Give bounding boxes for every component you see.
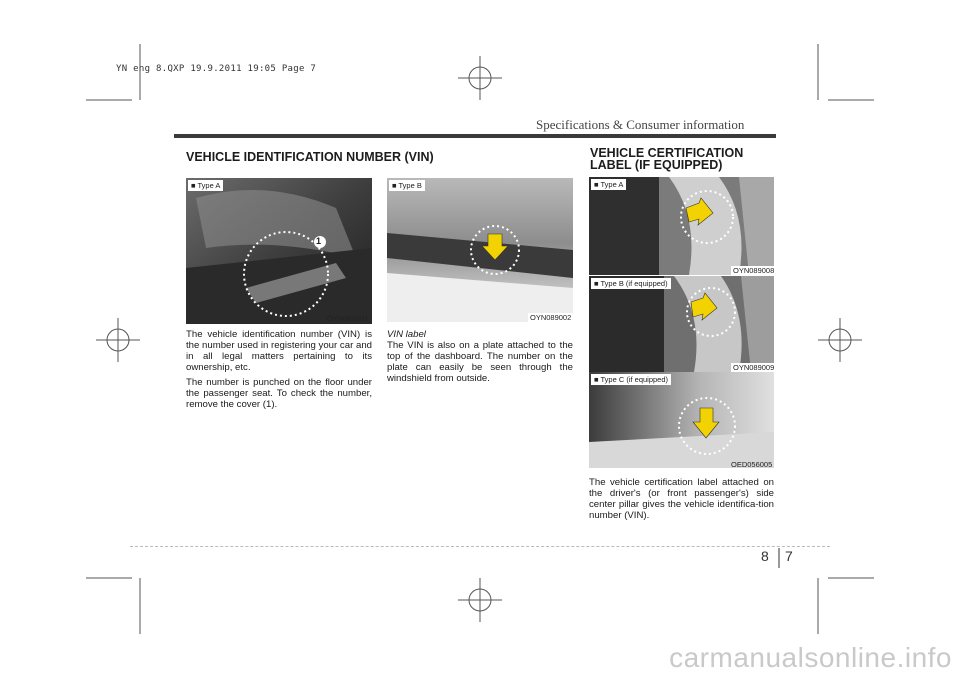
page-number-divider (778, 548, 780, 568)
vin-heading: VEHICLE IDENTIFICATION NUMBER (VIN) (186, 150, 434, 164)
fig-type-a-tag: ■ Type A (188, 180, 223, 191)
page-number: 7 (785, 548, 793, 564)
vin-figure-type-b (387, 178, 573, 322)
callout-number: 1 (316, 236, 322, 246)
door-pillar-photo-c (589, 372, 774, 468)
door-pillar-photo-b (589, 276, 774, 372)
fig-code-oyn089002: OYN089002 (530, 313, 572, 322)
section-title: Specifications & Consumer information (536, 117, 745, 132)
fig-code-oed056005: OED056005 (731, 460, 773, 469)
vin-text-column-2 (387, 329, 573, 384)
vin-text-column-1 (186, 329, 372, 410)
footer-dashed-rule (130, 546, 830, 547)
vin-para-2: The number is punched on the floor under the passenger seat. To check the number, remove the cover (1). (186, 377, 372, 410)
seat-floor-photo (186, 178, 372, 324)
vin-label-title: VIN label (387, 329, 426, 340)
fig-type-b-tag: ■ Type B (389, 180, 425, 191)
fig-code-oyn089009: OYN089009 (733, 363, 775, 372)
cert-fig-c-tag: ■ Type C (if equipped) (591, 374, 671, 385)
cert-heading-line-1: VEHICLE CERTIFICATION (590, 146, 744, 160)
door-pillar-photo-a (589, 177, 774, 275)
cert-figure-type-b (589, 276, 774, 372)
cert-para: The vehicle certification label attached on the driver's (or front passenger's) side center pillar gives the vehicle identifica-tion number (VIN). (589, 477, 774, 521)
cert-text-column (589, 477, 774, 521)
header-rule (174, 134, 776, 138)
fig-code-oyn089008: OYN089008 (733, 266, 775, 275)
cert-figure-type-c (589, 372, 774, 468)
cert-fig-b-tag: ■ Type B (if equipped) (591, 278, 671, 289)
cert-heading-line-2: LABEL (IF EQUIPPED) (590, 158, 723, 172)
cert-fig-a-tag: ■ Type A (591, 179, 626, 190)
cert-figure-type-a (589, 177, 774, 275)
vin-para-3: The VIN is also on a plate attached to the top of the dashboard. The number on the plate can easily be seen through the windshield from outside. (387, 340, 573, 384)
watermark: carmanualsonline.info (669, 642, 952, 673)
windshield-photo (387, 178, 573, 322)
vin-para-1: The vehicle identification number (VIN) is the number used in registering your car and in all legal matters pertaining to its ownership, etc. (186, 329, 372, 373)
fig-code-oyn089001: OYN089001 (327, 314, 369, 323)
print-header: YN eng 8.QXP 19.9.2011 19:05 Page 7 (116, 64, 317, 74)
chapter-number: 8 (761, 548, 769, 564)
vin-figure-type-a (186, 178, 372, 324)
